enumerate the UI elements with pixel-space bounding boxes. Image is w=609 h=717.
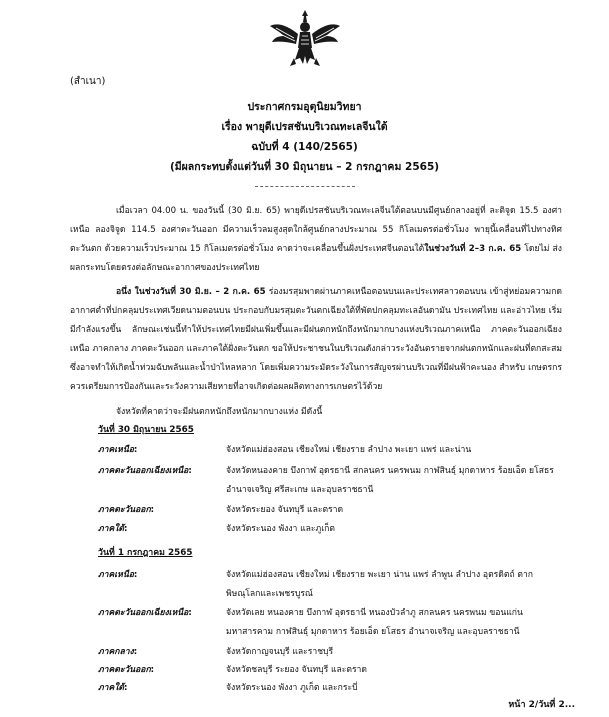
province-list: จังหวัดแม่ฮ่องสอน เชียงใหม่ เชียงราย พะเยา น่าน แพร่ ลำพูน ลำปาง อุตรดิตถ์ ตาก พิษณุโลกและเพชรบูรณ์ bbox=[226, 570, 533, 599]
page-continuation-note: หน้า 2/วันที่ 2... bbox=[508, 700, 575, 710]
province-list: จังหวัดระนอง พังงา และภูเก็ต bbox=[226, 524, 335, 534]
province-list: จังหวัดชลบุรี ระยอง จันทบุรี และตราด bbox=[226, 665, 367, 675]
landfall-period: ในช่วงวันที่ 2–3 ก.ค. 65 bbox=[424, 244, 522, 254]
warning-period: อนึ่ง ในช่วงวันที่ 30 มิ.ย. – 2 ก.ค. 65 bbox=[116, 287, 266, 297]
date-heading-day1: วันที่ 30 มิถุนายน 2565 bbox=[98, 425, 194, 435]
document-page: (สำเนา) ประกาศกรมอุตุนิยมวิทยา เรื่อง พายุดีเปรสชันบริเวณทะเลจีนใต้ ฉบับที่ 4 (140/2565) (มีผลกระทบตั้งแต่วันที่ 30 มิถุนายน – 2 กรกฎาคม 2565) เมื่อเวลา 04.00 น. ของวันนี้ (30 มิ.ย. 65) พายุดีเปรสชันบริเวณทะเลจีนใต้ตอนบนมีศูนย์กลางอยู่ที่ ละติจูด 15.5 องศา เหนือ ลองจิจูด 114.5 องศาตะวันออก มีความเร็วลมสูงสุดใกล้ศูนย์กลางประมาณ 55 กิโลเมตรต่อชั่วโมง พายุนี้เคลื่อนที่ไปทางทิศ ตะวันตก ด้วยความเร็วประมาณ 15 กิโลเมตรต่อชั่วโมง คาดว่าจะเคลื่อนขึ้นฝั่งประเทศจีนตอนใต้ในช่วงวันที่ 2–3 ก.ค. 65 โดยไม่ ส่งผลกระทบโดยตรงต่อลักษณะอากาศของประเทศไทย อนึ่ง ในช่วงวันที่ 30 มิ.ย. – 2 ก.ค. 65 ร่องมรสุมพาดผ่านภาคเหนือตอนบนและประเทศลาวตอนบน เข้าสู่หย่อมความกด อากาศต่ำที่ปกคลุมประเทศเวียดนามตอนบน ประกอบกับมรสุมตะวันตกเฉียงใต้ที่พัดปกคลุมทะเลอันดามัน ประเทศไทย และอ่าวไทย เริ่มมีกำลังแรงขึ้น ลักษณะเช่นนี้ทำให้ประเทศไทยมีฝนเพิ่มขึ้นและมีฝนตกหนักถึงหนักมากบางแห่งบริเวณภาคเหนือ ภาคตะวันออกเฉียงเหนือ ภาคกลาง ภาคตะวันออก และภาคใต้ฝั่งตะวันตก ขอให้ประชาชนในบริเวณดังกล่าวระวังอันตรายจากฝนตกหนักและฝนที่ตกสะสม ซึ่งอาจทำให้เกิดน้ำท่วมฉับพลันและน้ำป่าไหลหลาก โดยเพิ่มความระมัดระวังในการสัญจรผ่านบริเวณที่มีฝนฟ้าคะนอง สำหรับ เกษตรกรควรเตรียมการป้องกันและระวังความเสียหายที่อาจเกิดต่อผลผลิตทางการเกษตรไว้ด้วย จังหวัดที่คาดว่าจะมีฝนตกหนักถึงหนักมากบางแห่ง มีดังนี้ วันที่ 30 มิถุนายน 2565 ภาคเหนือ: จังหวัดแม่ฮ่องสอน เชียงใหม่ เชียงราย ลำปาง พะเยา แพร่ และน่าน ภาคตะวันออกเฉียงเหนือ: จังหวัดหนองคาย บึงกาฬ อุดรธานี สกลนคร นครพนม กาฬสินธุ์ มุกดาหาร ร้อยเอ็ด ยโสธร อำนาจเจริญ ศรีสะเกษ และอุบลราชธานี ภาคตะวันออก: จังหวัดระยอง จันทบุรี และตราด ภาคใต้: จังหวัดระนอง พังงา และภูเก็ต วันที่ 1 กรกฎาคม 2565 ภาคเหนือ: จังหวัดแม่ฮ่องสอน เชียงใหม่ เชียงราย พะเยา น่าน แพร่ ลำพูน ลำปาง อุตรดิตถ์ ตาก พิษณุโลกและเพชรบูรณ์ ภาคตะวันออกเฉียงเหนือ: จังหวัดเลย หนองคาย บึงกาฬ อุดรธานี หนองบัวลำภู สกลนคร นครพนม ขอนแก่น มหาสารคาม กาฬสินธุ์ มุกดาหาร ร้อยเอ็ด ยโสธร อำนาจเจริญ และอุบลราชธานี ภาคกลาง: จังหวัดกาญจนบุรี และราชบุรี ภาคตะวันออก: จังหวัดชลบุรี ระยอง จันทบุรี และตราด ภาคใต้: จังหวัดระนอง พังงา ภูเก็ต และกระบี่ หน้า 2/วันที่ 2... bbox=[0, 0, 609, 717]
region-label: ภาคใต้ bbox=[98, 683, 125, 693]
garuda-emblem-icon bbox=[268, 8, 342, 68]
province-list: จังหวัดระยอง จันทบุรี และตราด bbox=[226, 505, 344, 515]
subject-line: เรื่อง พายุดีเปรสชันบริเวณทะเลจีนใต้ bbox=[221, 121, 388, 133]
region-label: ภาคตะวันออก bbox=[98, 665, 151, 675]
region-label: ภาคใต้ bbox=[98, 524, 125, 534]
region-label: ภาคตะวันออกเฉียงเหนือ bbox=[98, 608, 189, 618]
province-list: จังหวัดเลย หนองคาย บึงกาฬ อุดรธานี หนองบัวลำภู สกลนคร นครพนม ขอนแก่น มหาสารคาม กาฬสินธุ์ มุกดาหาร ร้อยเอ็ด ยโสธร อำนาจเจริญ และอุบลราชธานี bbox=[226, 608, 523, 637]
announcement-title bbox=[0, 97, 609, 177]
region-label: ภาคเหนือ bbox=[98, 570, 134, 580]
paragraph-weather-warning: อนึ่ง ในช่วงวันที่ 30 มิ.ย. – 2 ก.ค. 65 ร่องมรสุมพาดผ่านภาคเหนือตอนบนและประเทศลาวตอนบน เข้าสู่หย่อมความกด อากาศต่ำที่ปกคลุมประเทศเวียดนามตอนบน ประกอบกับมรสุมตะวันตกเฉียงใต้ที่พัดปกคลุมทะเลอันดามัน ประเทศไทย และอ่าวไทย เริ่มมีกำลังแรงขึ้น ลักษณะเช่นนี้ทำให้ประเทศไทยมีฝนเพิ่มขึ้นและมีฝนตกหนักถึงหนักมากบางแห่งบริเวณภาคเหนือ ภาคตะวันออกเฉียงเหนือ ภาคกลาง ภาคตะวันออก และภาคใต้ฝั่งตะวันตก ขอให้ประชาชนในบริเวณดังกล่าวระวังอันตรายจากฝนตกหนักและฝนที่ตกสะสม ซึ่งอาจทำให้เกิดน้ำท่วมฉับพลันและน้ำป่าไหลหลาก โดยเพิ่มความระมัดระวังในการสัญจรผ่านบริเวณที่มีฝนฟ้าคะนอง สำหรับ เกษตรกรควรเตรียมการป้องกันและระวังความเสียหายที่อาจเกิดต่อผลผลิตทางการเกษตรไว้ด้วย bbox=[70, 287, 562, 392]
paragraph-storm-details: เมื่อเวลา 04.00 น. ของวันนี้ (30 มิ.ย. 65) พายุดีเปรสชันบริเวณทะเลจีนใต้ตอนบนมีศูนย์กลางอยู่ที่ ละติจูด 15.5 องศา เหนือ ลองจิจูด 114.5 องศาตะวันออก มีความเร็วลมสูงสุดใกล้ศูนย์กลางประมาณ 55 กิโลเมตรต่อชั่วโมง พายุนี้เคลื่อนที่ไปทางทิศ ตะวันตก ด้วยความเร็วประมาณ 15 กิโลเมตรต่อชั่วโมง คาดว่าจะเคลื่อนขึ้นฝั่งประเทศจีนตอนใต้ในช่วงวันที่ 2–3 ก.ค. 65 โดยไม่ ส่งผลกระทบโดยตรงต่อลักษณะอากาศของประเทศไทย bbox=[70, 206, 562, 273]
region-label: ภาคตะวันออก bbox=[98, 505, 151, 515]
province-list: จังหวัดแม่ฮ่องสอน เชียงใหม่ เชียงราย ลำปาง พะเยา แพร่ และน่าน bbox=[226, 445, 472, 455]
agency-title: ประกาศกรมอุตุนิยมวิทยา bbox=[247, 101, 362, 113]
copy-label: (สำเนา) bbox=[70, 76, 106, 87]
issue-number: ฉบับที่ 4 (140/2565) bbox=[251, 141, 358, 153]
effective-period: (มีผลกระทบตั้งแต่วันที่ 30 มิถุนายน – 2 กรกฎาคม 2565) bbox=[169, 161, 440, 173]
provinces-intro: จังหวัดที่คาดว่าจะมีฝนตกหนักถึงหนักมากบางแห่ง มีดังนี้ bbox=[116, 407, 323, 417]
title-divider bbox=[255, 186, 355, 187]
region-label: ภาคกลาง bbox=[98, 647, 134, 657]
date-heading-day2: วันที่ 1 กรกฎาคม 2565 bbox=[98, 548, 193, 558]
province-list: จังหวัดระนอง พังงา ภูเก็ต และกระบี่ bbox=[226, 683, 358, 693]
province-list: จังหวัดกาญจนบุรี และราชบุรี bbox=[226, 647, 334, 657]
province-list: จังหวัดหนองคาย บึงกาฬ อุดรธานี สกลนคร นครพนม กาฬสินธุ์ มุกดาหาร ร้อยเอ็ด ยโสธร อำนาจเจริญ ศรีสะเกษ และอุบลราชธานี bbox=[226, 466, 554, 495]
region-label: ภาคตะวันออกเฉียงเหนือ bbox=[98, 466, 189, 476]
region-label: ภาคเหนือ bbox=[98, 445, 134, 455]
